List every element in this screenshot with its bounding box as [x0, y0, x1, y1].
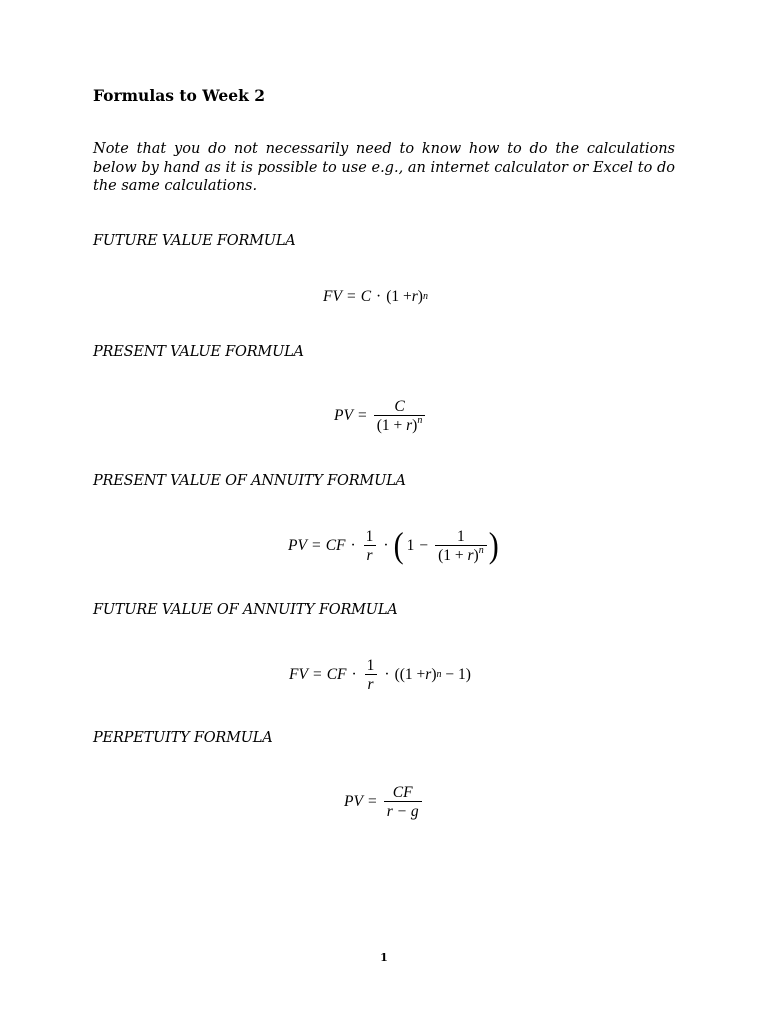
heading-present-value: PRESENT VALUE FORMULA: [93, 344, 304, 360]
formula-term: − 1): [441, 666, 471, 683]
page-title: Formulas to Week 2: [93, 86, 266, 105]
formula-fraction: [384, 784, 422, 820]
formula-equals: =: [357, 407, 367, 424]
fraction-denominator: r − g: [384, 801, 422, 820]
formula-equals: =: [312, 666, 322, 683]
formula-term: CF: [326, 666, 347, 683]
fraction-denominator: [374, 415, 426, 434]
fraction-denominator: [435, 545, 487, 564]
formula-operator: ·: [351, 666, 357, 683]
formula-equals: =: [367, 793, 377, 810]
formula-term: r: [425, 666, 432, 683]
formula-operator: −: [419, 537, 429, 554]
formula-future-value-annuity: FV = CF · $\frac{1}{r}$ · ((1 + r ) n − 1): [289, 657, 471, 693]
formula-present-value-annuity: [288, 525, 499, 566]
formula-term: (1 +: [376, 417, 407, 434]
formula-equals: =: [311, 537, 321, 554]
fraction-numerator: CF: [392, 784, 413, 801]
fraction-numerator: 1: [365, 528, 374, 545]
fraction-denominator: r: [365, 674, 377, 693]
formula-lhs: FV: [289, 666, 308, 683]
fraction-numerator: C: [394, 398, 405, 415]
formula-term: 1: [406, 537, 415, 554]
formula-term: r: [467, 547, 474, 564]
fraction-numerator: 1: [366, 657, 375, 674]
formula-fraction: [363, 528, 377, 564]
formula-term: ): [412, 417, 418, 434]
heading-future-value-annuity: FUTURE VALUE OF ANNUITY FORMULA: [93, 602, 398, 618]
formula-term: (1 +: [438, 547, 468, 564]
formula-lhs: PV: [344, 793, 363, 810]
heading-present-value-annuity: PRESENT VALUE OF ANNUITY FORMULA: [93, 473, 406, 489]
heading-perpetuity: PERPETUITY FORMULA: [93, 730, 273, 746]
formula-equals: =: [346, 288, 356, 305]
formula-fraction: [364, 657, 378, 693]
formula-term: (1 +: [386, 288, 412, 305]
formula-term: CF: [325, 537, 346, 554]
formula-exponent: n: [417, 415, 423, 426]
formula-operator: ·: [384, 666, 390, 683]
formula-operator: ·: [376, 288, 382, 305]
formula-term: ): [417, 288, 423, 305]
formula-term: ): [473, 547, 479, 564]
formula-term: C: [360, 288, 372, 305]
formula-lhs: FV: [323, 288, 342, 305]
fraction-denominator: r: [364, 545, 376, 564]
formula-lhs: PV: [334, 407, 353, 424]
formula-paren: ): [488, 525, 499, 566]
formula-paren: (: [393, 525, 404, 566]
fraction-numerator: 1: [457, 528, 465, 545]
formula-fraction: [435, 528, 487, 564]
formula-lhs: PV: [288, 537, 307, 554]
intro-note: Note that you do not necessarily need to know how to do the calculations below by hand as it is possible to use e.g., an internet calculator or Excel to do the same calculations.: [93, 141, 675, 194]
formula-term: ): [431, 666, 437, 683]
formula-exponent: n: [478, 545, 484, 556]
formula-fraction: [374, 398, 426, 434]
formula-term: r: [406, 417, 413, 434]
formula-future-value: FV = C · (1 + r ) n: [323, 288, 428, 305]
formula-term: r: [411, 288, 418, 305]
formula-operator: ·: [383, 537, 389, 554]
formula-present-value: [334, 398, 427, 434]
formula-term: ((1 +: [394, 666, 426, 683]
formula-operator: ·: [350, 537, 356, 554]
page-number: 1: [380, 951, 388, 964]
formula-perpetuity: [344, 784, 424, 820]
heading-future-value: FUTURE VALUE FORMULA: [93, 233, 296, 249]
